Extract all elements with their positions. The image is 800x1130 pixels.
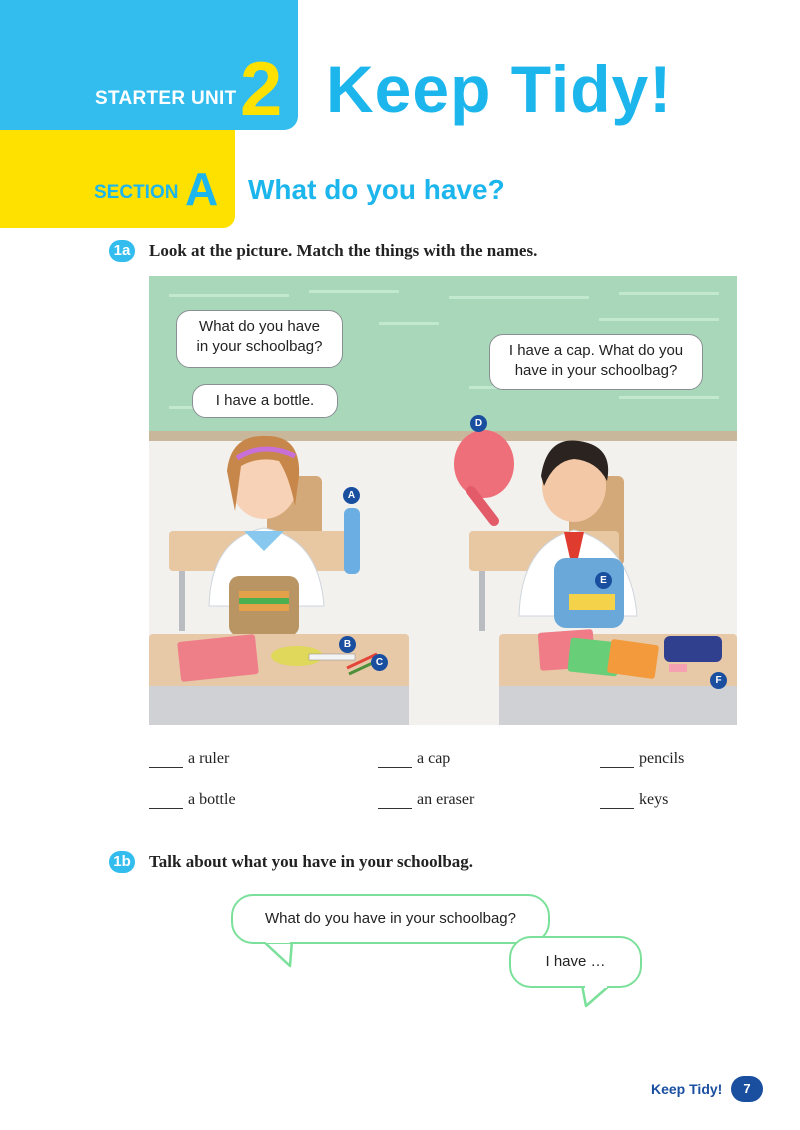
marker-f: F: [710, 672, 727, 689]
answer-blank[interactable]: [149, 754, 183, 768]
tail-joint: [585, 983, 607, 988]
tail-joint: [266, 938, 290, 943]
match-item-pencils: [600, 750, 684, 768]
answer-blank[interactable]: [149, 795, 183, 809]
item-label: a bottle: [188, 791, 236, 808]
answer-blank[interactable]: [378, 795, 412, 809]
girl-question-bubble: [176, 310, 343, 368]
item-label: an eraser: [417, 791, 475, 808]
item-label: keys: [639, 791, 669, 808]
item-label: a ruler: [188, 750, 230, 767]
activity-1b-instruction: Talk about what you have in your schoolbag.: [149, 852, 474, 871]
answer-bubble: [509, 936, 642, 988]
section-label: SECTION: [94, 182, 179, 203]
activity-1a-badge: 1a: [109, 240, 135, 262]
classroom-illustration: [149, 276, 737, 725]
unit-label: STARTER UNIT: [95, 88, 237, 109]
boy-bubble-line-2: have in your schoolbag?: [514, 362, 678, 379]
section-title: What do you have?: [248, 174, 505, 205]
item-label: pencils: [639, 750, 685, 767]
marker-c: C: [371, 654, 388, 671]
answer-text: I have …: [545, 953, 606, 970]
page-title: Keep Tidy!: [326, 52, 673, 126]
match-item-bottle: [149, 791, 236, 809]
boy-bubble-line-1: I have a cap. What do you: [508, 342, 684, 359]
answer-blank[interactable]: [600, 795, 634, 809]
answer-blank[interactable]: [378, 754, 412, 768]
activity-1b-badge: 1b: [109, 851, 135, 873]
marker-d: D: [470, 415, 487, 432]
match-item-eraser: [378, 791, 474, 809]
girl-answer-bubble: [192, 384, 338, 418]
match-item-ruler: [149, 750, 229, 768]
marker-b: B: [339, 636, 356, 653]
marker-e: E: [595, 572, 612, 589]
match-item-cap: [378, 750, 450, 768]
page-number: 7: [731, 1076, 763, 1102]
answer-blank[interactable]: [600, 754, 634, 768]
question-text: What do you have in your schoolbag?: [265, 910, 516, 927]
girl-question-line-2: in your schoolbag?: [196, 338, 323, 355]
footer-title: Keep Tidy!: [651, 1081, 723, 1097]
girl-question-line-1: What do you have: [199, 318, 320, 335]
girl-answer-text: I have a bottle.: [215, 392, 315, 409]
question-bubble: [231, 894, 550, 944]
section-letter: A: [185, 163, 219, 215]
boy-bubble: [489, 334, 703, 390]
unit-number: 2: [240, 47, 283, 132]
match-item-keys: [600, 791, 668, 809]
activity-1a-instruction: Look at the picture. Match the things with the names.: [149, 241, 538, 260]
marker-a: A: [343, 487, 360, 504]
item-label: a cap: [417, 750, 451, 767]
